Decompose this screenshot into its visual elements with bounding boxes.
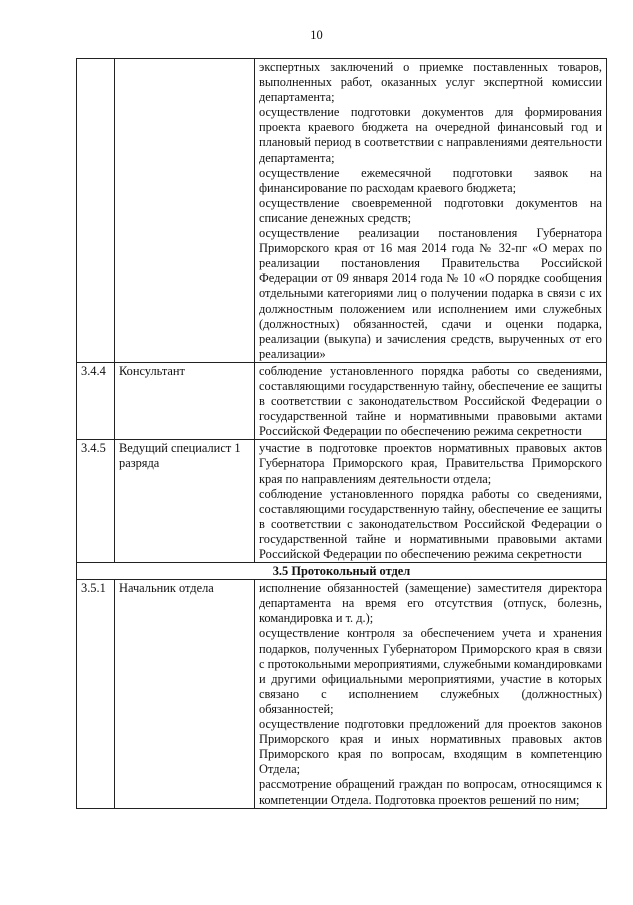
position-title <box>115 59 255 363</box>
table-row-continuation <box>77 59 607 363</box>
position-title: Консультант <box>115 362 255 439</box>
duty-item: экспертных заключений о приемке поставленных товаров, выполненных работ, оказанных услуг экспертной комиссии департамента; <box>259 60 602 105</box>
section-title: 3.5 Протокольный отдел <box>77 563 607 580</box>
page-number: 10 <box>310 28 323 42</box>
duties-table <box>76 58 607 809</box>
row-number <box>77 59 115 363</box>
duties-cell <box>255 580 607 808</box>
duties-cell <box>255 362 607 439</box>
table-row-3-4-5 <box>77 440 607 563</box>
duty-item: соблюдение установленного порядка работы со сведениями, составляющими государственную тайну, обеспечение ее защиты в соответствии с законодательством Российской Федерации о государственной тайне и нормативными правовыми актами Российской Федерации по обеспечению режима секретности <box>259 486 602 561</box>
duty-item: осуществление реализации постановления Губернатора Приморского края от 16 мая 2014 года № 32-пг «О мерах по реализации постановления Правительства Российской Федерации от 09 января 2014 года № 10 «О порядке сообщения отдельными категориями лиц о получении подарка в связи с их должностным положением или исполнением ими служебных (должностных) обязанностей, сдачи и оценки подарка, реализации (выкупа) и зачисления средств, вырученных от его реализации» <box>259 226 602 361</box>
position-title: Ведущий специалист 1 разряда <box>115 440 255 563</box>
duties-cell <box>255 440 607 563</box>
duty-item: осуществление своевременной подготовки документов на списание денежных средств; <box>259 195 602 225</box>
duties-cell <box>255 59 607 363</box>
duty-item: исполнение обязанностей (замещение) заместителя директора департамента на время его отсутствия (отпуск, болезнь, командировка и т. д.); <box>259 581 602 626</box>
duty-item: соблюдение установленного порядка работы со сведениями, составляющими государственную тайну, обеспечение ее защиты в соответствии с законодательством Российской Федерации о государственной тайне и нормативными правовыми актами Российской Федерации по обеспечению режима секретности <box>259 363 602 439</box>
section-header-row <box>77 563 607 580</box>
position-title: Начальник отдела <box>115 580 255 808</box>
duty-item: осуществление контроля за обеспечением учета и хранения подарков, полученных Губернатором Приморского края в связи с протокольными мероприятиями, служебными командировками и другими официальными мероприятиями, участие в которых связано с исполнением служебных (должностных) обязанностей; <box>259 626 602 716</box>
row-number: 3.5.1 <box>77 580 115 808</box>
duty-item: осуществление подготовки предложений для проектов законов Приморского края и иных нормативных правовых актов Приморского края по вопросам, входящим в компетенцию Отдела; <box>259 717 602 777</box>
table-row-3-5-1 <box>77 580 607 808</box>
row-number: 3.4.4 <box>77 362 115 439</box>
duty-item: рассмотрение обращений граждан по вопросам, относящимся к компетенции Отдела. Подготовка проектов решений по ним; <box>259 777 602 807</box>
duty-item: участие в подготовке проектов нормативных правовых актов Губернатора Приморского края, Правительства Приморского края по направлениям деятельности отдела; <box>259 441 602 486</box>
duty-item: осуществление ежемесячной подготовки заявок на финансирование по расходам краевого бюджета; <box>259 165 602 195</box>
row-number: 3.4.5 <box>77 440 115 563</box>
duty-item: осуществление подготовки документов для формирования проекта краевого бюджета на очередной финансовый год и плановый период в соответствии с направлениями деятельности департамента; <box>259 105 602 165</box>
table-row-3-4-4 <box>77 362 607 439</box>
